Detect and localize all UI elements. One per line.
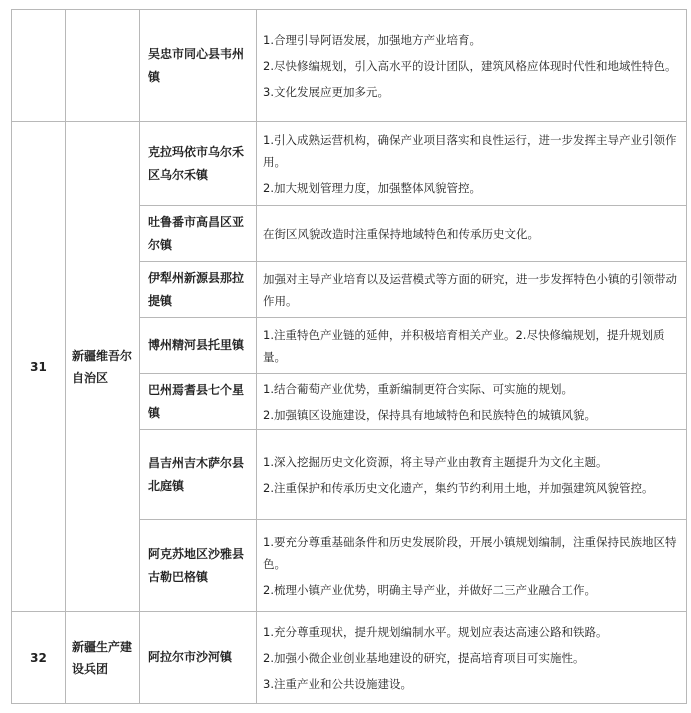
suggestion-item: 3.注重产业和公共设施建设。	[263, 676, 412, 691]
number-cell: 32	[12, 612, 66, 704]
suggestions	[257, 520, 687, 612]
town-name: 伊犁州新源县那拉提镇	[140, 262, 257, 318]
suggestion-item: 1.充分尊重现状，提升规划编制水平。规划应表达高速公路和铁路。	[263, 624, 608, 639]
suggestion-item: 2.尽快修编规划，引入高水平的设计团队，建筑风格应体现时代性和地域性特色。	[263, 58, 677, 73]
town-name: 吐鲁番市高昌区亚尔镇	[140, 206, 257, 262]
region-cell: 新疆维吾尔自治区	[66, 122, 140, 612]
suggestions	[257, 10, 687, 122]
table-row	[12, 612, 687, 704]
suggestion-item: 1.要充分尊重基础条件和历史发展阶段，开展小镇规划编制，注重保持民族地区特色。	[263, 534, 677, 571]
suggestion-item: 2.注重保护和传承历史文化遗产，集约节约利用土地，并加强建筑风貌管控。	[263, 480, 654, 495]
town-name: 阿克苏地区沙雅县古勒巴格镇	[140, 520, 257, 612]
number-cell	[12, 10, 66, 122]
table-row	[12, 122, 687, 206]
town-name: 昌吉州吉木萨尔县北庭镇	[140, 430, 257, 520]
suggestion-item: 1.引入成熟运营机构，确保产业项目落实和良性运行，进一步发挥主导产业引领作用。	[263, 132, 677, 169]
suggestion-item: 2.梳理小镇产业优势，明确主导产业，并做好二三产业融合工作。	[263, 582, 596, 597]
suggestion-item: 2.加强镇区设施建设，保持具有地域特色和民族特色的城镇风貌。	[263, 407, 596, 422]
suggestion-item: 2.加强小微企业创业基地建设的研究，提高培育项目可实施性。	[263, 650, 585, 665]
suggestions	[257, 318, 687, 374]
suggestion-item: 3.文化发展应更加多元。	[263, 84, 389, 99]
suggestion-item: 1.注重特色产业链的延伸，并积极培育相关产业。2.尽快修编规划，提升规划质量。	[263, 327, 665, 364]
suggestion-item: 在街区风貌改造时注重保持地域特色和传承历史文化。	[263, 226, 539, 241]
suggestion-item: 加强对主导产业培育以及运营模式等方面的研究，进一步发挥特色小镇的引领带动作用。	[263, 271, 677, 308]
suggestion-item: 2.加大规划管理力度，加强整体风貌管控。	[263, 180, 481, 195]
suggestions	[257, 374, 687, 430]
town-name: 克拉玛依市乌尔禾区乌尔禾镇	[140, 122, 257, 206]
suggestion-item: 1.合理引导阿语发展，加强地方产业培育。	[263, 32, 481, 47]
region-cell	[66, 10, 140, 122]
number-cell: 31	[12, 122, 66, 612]
suggestions	[257, 612, 687, 704]
town-evaluation-table	[11, 9, 687, 704]
region-cell: 新疆生产建设兵团	[66, 612, 140, 704]
town-name: 巴州焉耆县七个星镇	[140, 374, 257, 430]
suggestion-item: 1.结合葡萄产业优势，重新编制更符合实际、可实施的规划。	[263, 381, 573, 396]
town-name: 阿拉尔市沙河镇	[140, 612, 257, 704]
suggestions	[257, 262, 687, 318]
table-row	[12, 10, 687, 122]
suggestions	[257, 206, 687, 262]
suggestion-item: 1.深入挖掘历史文化资源，将主导产业由教育主题提升为文化主题。	[263, 454, 608, 469]
suggestions	[257, 430, 687, 520]
town-name: 吴忠市同心县韦州镇	[140, 10, 257, 122]
town-name: 博州精河县托里镇	[140, 318, 257, 374]
suggestions	[257, 122, 687, 206]
